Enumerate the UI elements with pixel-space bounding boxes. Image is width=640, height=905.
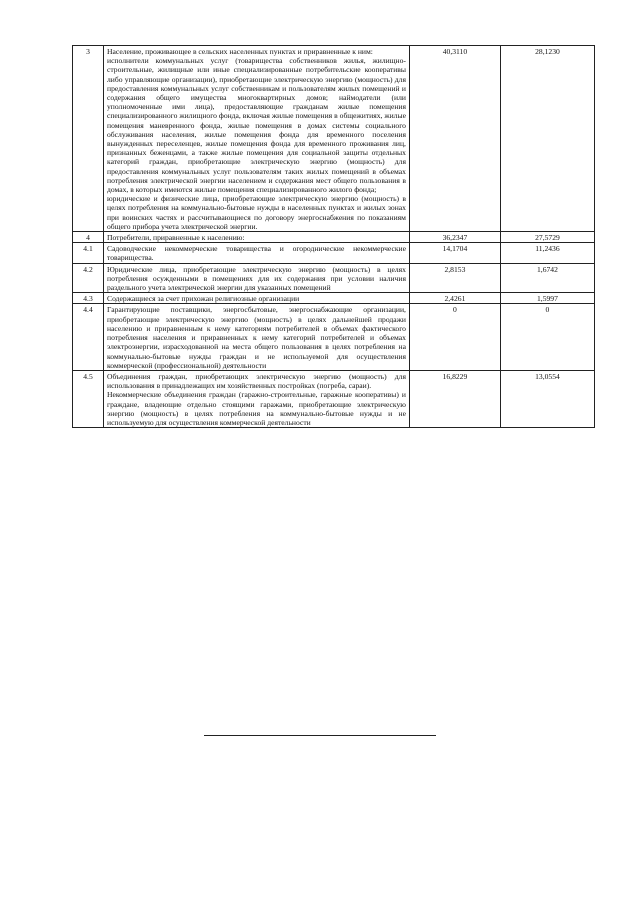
row-number: 4.3 [73, 293, 104, 304]
tariff-value-1: 0 [409, 304, 500, 370]
tariff-value-1: 16,8229 [409, 370, 500, 427]
tariff-value-2: 1,6742 [500, 263, 594, 293]
tariff-value-1: 2,4261 [409, 293, 500, 304]
row-number: 4.2 [73, 263, 104, 293]
table-row [73, 370, 595, 427]
description-paragraph: Садоводческие некоммерческие товарищества и огороднические некоммерческие товарищества. [107, 244, 406, 263]
consumer-category-description [104, 232, 410, 243]
tariff-value-1: 2,8153 [409, 263, 500, 293]
tariff-value-2: 27,5729 [500, 232, 594, 243]
table-row [73, 232, 595, 243]
description-paragraph: исполнители коммунальных услуг (товарищества собственников жилья, жилищно-строительные, жилищные или иные специализированные потребительские кооперативы либо управляющие организации), приобретающие электрическую энергию (мощность) для предоставления коммунальных услуг собственникам и пользователям жилых помещений и содержания общего имущества многоквартирных домов; наймодатели (или уполномоченные ими лица), предоставляющие гражданам жилые помещения специализированного жилищного фонда, включая жилые помещения в общежитиях, жилые помещения маневренного фонда, жилые помещения в домах системы социального обслуживания населения, жилые помещения фонда для временного поселения вынужденных переселенцев, жилые помещения фонда для временного проживания лиц, признанных беженцами, а также жилые помещения для социальной защиты отдельных категорий граждан, приобретающие электрическую энергию (мощность) для предоставления коммунальных услуг пользователям таких жилых помещений в объемах потребления электрической энергии населением и содержания мест общего пользования в домах, в которых имеются жилые помещения специализированного жилого фонда; [107, 56, 406, 195]
row-number: 4.4 [73, 304, 104, 370]
description-paragraph: Потребители, приравненные к населению: [107, 233, 245, 243]
tariff-value-2: 0 [500, 304, 594, 370]
consumer-category-description [104, 304, 410, 370]
description-paragraph: Содержащиеся за счет прихожан религиозные организации [107, 294, 300, 304]
description-paragraph: Юридические лица, приобретающие электрическую энергию (мощность) в целях потребления осужденными в помещениях для их содержания при условии наличия раздельного учета электрической энергии для указанных помещений [107, 264, 406, 293]
tariff-value-1: 14,1704 [409, 243, 500, 263]
row-number: 3 [73, 46, 104, 232]
table-row [73, 243, 595, 263]
description-paragraph: юридические и физические лица, приобретающие электрическую энергию (мощность) в целях потребления на коммунально-бытовые нужды в населенных пунктах и жилых зонах при воинских частях и рассчитывающиеся по договору энергоснабжения по показаниям общего прибора учета электрической энергии. [107, 194, 406, 231]
bottom-divider-line [204, 735, 436, 736]
description-paragraph: Некоммерческие объединения граждан (гаражно-строительные, гаражные кооперативы) и граждане, владеющие отдельно стоящими гаражами, приобретающие электрическую энергию (мощность) в целях потребления на коммунально-бытовые нужды и не используемую для осуществления коммерческой деятельности [107, 390, 406, 427]
consumer-category-description [104, 263, 410, 293]
tariff-value-2: 11,2436 [500, 243, 594, 263]
tariff-value-2: 1,5997 [500, 293, 594, 304]
table-row [73, 263, 595, 293]
consumer-category-description [104, 293, 410, 304]
tariff-value-1: 36,2347 [409, 232, 500, 243]
description-paragraph: Население, проживающее в сельских населенных пунктах и приравненные к ним: [107, 47, 373, 56]
table-row [73, 46, 595, 232]
row-number: 4.5 [73, 370, 104, 427]
tariff-table-body [73, 46, 595, 428]
row-number: 4 [73, 232, 104, 243]
consumer-category-description [104, 46, 410, 232]
consumer-category-description [104, 370, 410, 427]
tariff-table [72, 45, 595, 428]
table-row [73, 293, 595, 304]
tariff-value-2: 28,1230 [500, 46, 594, 232]
row-number: 4.1 [73, 243, 104, 263]
description-paragraph: Гарантирующие поставщики, энергосбытовые, энергоснабжающие организации, приобретающие электрическую энергию (мощность) в целях дальнейшей продажи населению и приравненным к нему категориям потребителей в объемах фактического потребления населения и приравненных к нему категорий потребителей и объемах электроэнергии, израсходованной на места общего пользования в целях потребления на коммунально-бытовые нужды граждан и не используемой для осуществления коммерческой (профессиональной) деятельности [107, 305, 406, 370]
tariff-value-1: 40,3110 [409, 46, 500, 232]
consumer-category-description [104, 243, 410, 263]
tariff-value-2: 13,0554 [500, 370, 594, 427]
table-row [73, 304, 595, 370]
description-paragraph: Объединения граждан, приобретающих электрическую энергию (мощность) для использования в принадлежащих им хозяйственных постройках (погреба, сараи). [107, 371, 406, 391]
